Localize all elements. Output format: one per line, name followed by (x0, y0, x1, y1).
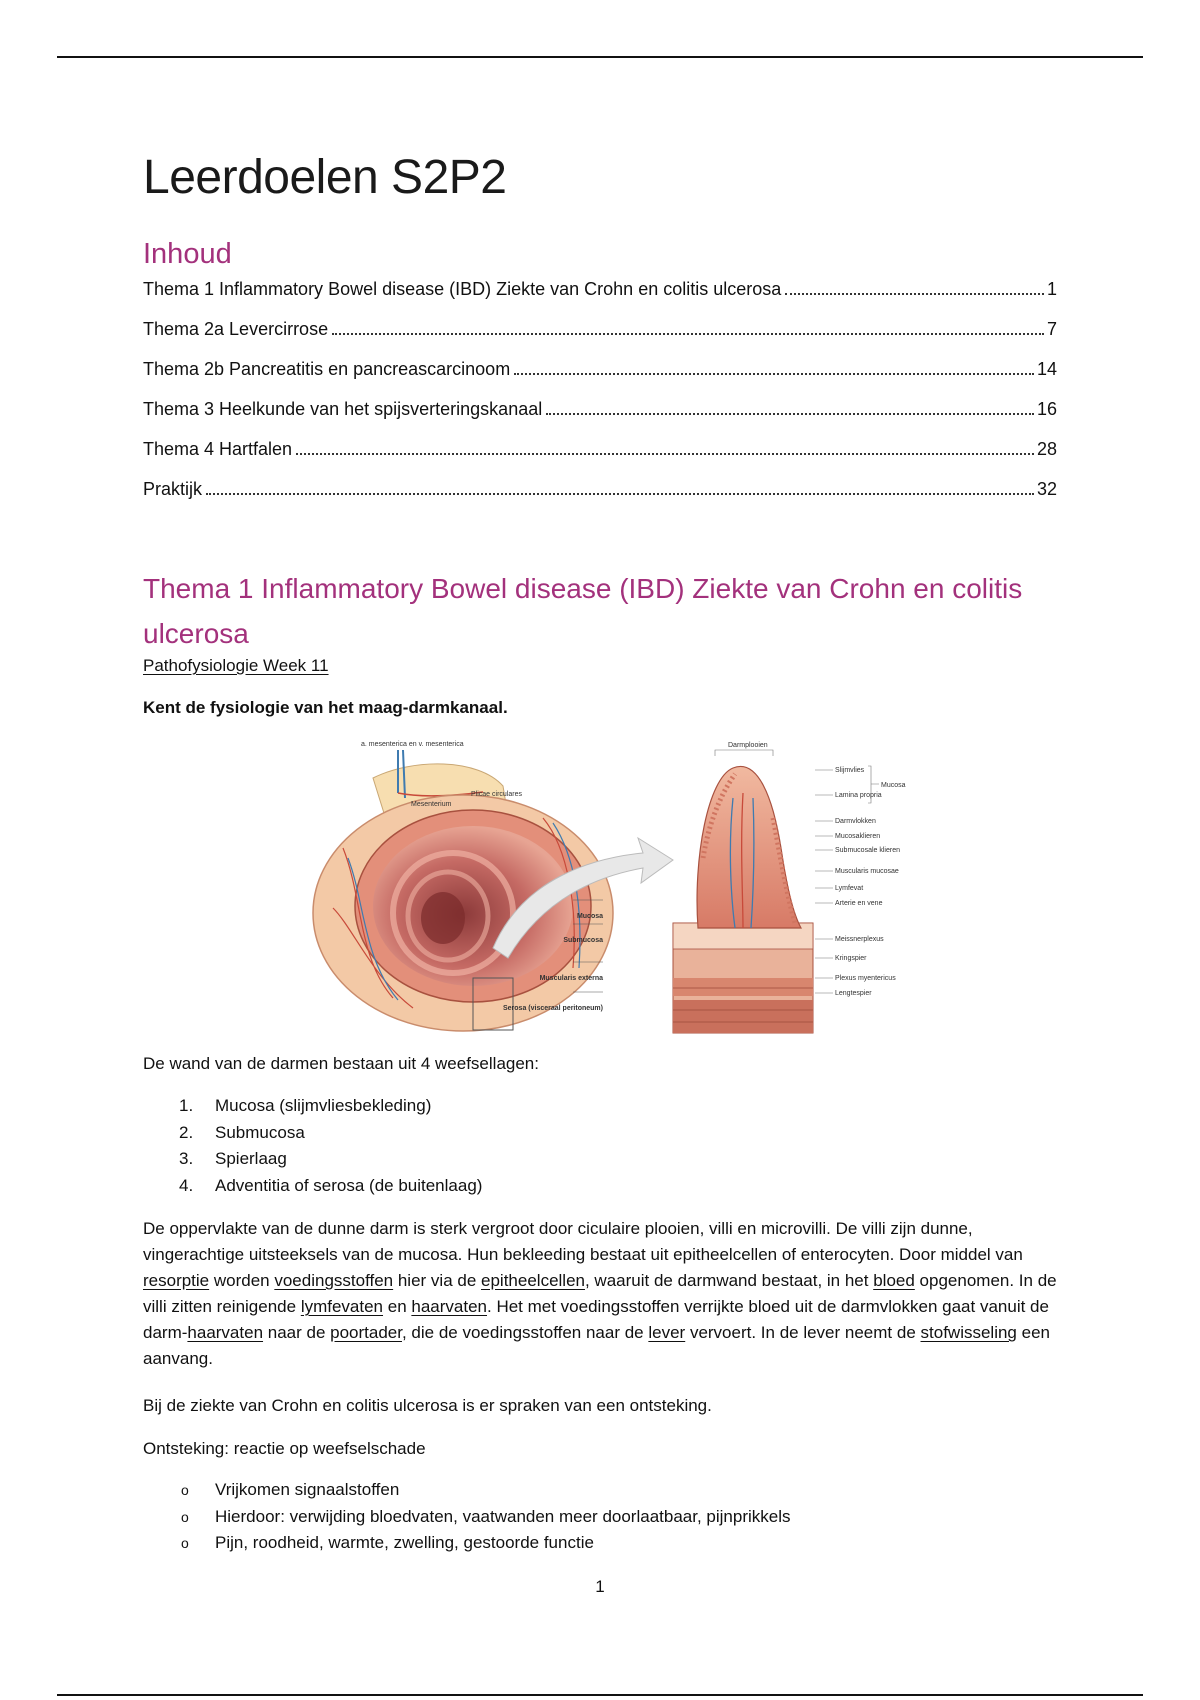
toc-leader (514, 373, 1034, 375)
toc-heading: Inhoud (143, 238, 232, 270)
text-run: een aanvang. (143, 1323, 1050, 1368)
label-darmplooien: Darmplooien (728, 742, 768, 749)
label-right: Kringspier (835, 955, 867, 962)
text-run: en (383, 1297, 412, 1316)
link-bloed[interactable]: bloed (873, 1271, 915, 1290)
inflammation-list (143, 1477, 791, 1557)
sub-heading: Pathofysiologie Week 11 (143, 656, 329, 675)
toc-entry[interactable] (143, 359, 1057, 379)
crohn-text: Bij de ziekte van Crohn en colitis ulcerosa is er spraken van een ontsteking. (143, 1396, 712, 1415)
toc-entry-title: Thema 1 Inflammatory Bowel disease (IBD) Ziekte van Crohn en colitis ulcerosa (143, 279, 782, 299)
top-rule (57, 56, 1143, 58)
list-item (143, 1173, 482, 1200)
toc-entry-title: Thema 3 Heelkunde van het spijsverteringskanaal (143, 399, 543, 419)
text-run: De oppervlakte van de dunne darm is sterk vergroot door ciculaire plooien, villi en microvilli. De villi zijn dunne, vingerachtige uitsteeksels van de mucosa. Hun bekleeding bestaat uit epitheelcellen of enterocyten. Door middel van (143, 1219, 1023, 1264)
label-right: Lengtespier (835, 990, 872, 997)
label-right: Submucosale klieren (835, 847, 900, 854)
label-right: Meissnerplexus (835, 936, 884, 943)
list-item (143, 1146, 482, 1173)
toc-entry[interactable] (143, 399, 1057, 419)
toc-entry-title: Praktijk (143, 479, 203, 499)
list-text: Hierdoor: verwijding bloedvaten, vaatwanden meer doorlaatbaar, pijnprikkels (215, 1506, 791, 1526)
label-submucosa: Submucosa (563, 937, 603, 944)
toc-leader (296, 453, 1034, 455)
page-number: 1 (595, 1577, 605, 1596)
toc-entry-title: Thema 2b Pancreatitis en pancreascarcinoom (143, 359, 511, 379)
link-poortader[interactable]: poortader (330, 1323, 402, 1342)
label-right: Muscularis mucosae (835, 868, 899, 875)
bullet-icon: o (181, 1482, 189, 1498)
toc-entry-page: 32 (1036, 479, 1057, 499)
layer-list (143, 1093, 482, 1199)
toc-entry[interactable] (143, 479, 1057, 499)
intestine-illustration (303, 738, 906, 1040)
list-text: Mucosa (slijmvliesbekleding) (215, 1096, 432, 1115)
toc-entry-page: 1 (1046, 279, 1057, 299)
toc-entry-page: 14 (1036, 359, 1057, 379)
label-right: Mucosaklieren (835, 833, 881, 840)
toc-entry[interactable] (143, 279, 1057, 299)
intro-text: De wand van de darmen bestaan uit 4 weefsellagen: (143, 1054, 539, 1073)
section-heading: Thema 1 Inflammatory Bowel disease (IBD) Ziekte van Crohn en colitis ulcerosa (143, 573, 1023, 649)
intestine-wall-figure (303, 738, 906, 1040)
toc-entry-page: 7 (1046, 319, 1057, 339)
text-run: naar de (263, 1323, 331, 1342)
list-item (143, 1504, 791, 1531)
table-of-contents (143, 279, 1057, 519)
toc-entry-title: Thema 2a Levercirrose (143, 319, 329, 339)
list-text: Adventitia of serosa (de buitenlaag) (215, 1175, 483, 1195)
list-item (143, 1120, 482, 1147)
list-item (143, 1477, 791, 1504)
bullet-icon: o (181, 1535, 189, 1551)
body-paragraph (143, 1216, 1057, 1372)
label-plicae: Plicae circulares (471, 791, 522, 798)
link-epitheelcellen[interactable]: epitheelcellen (481, 1271, 585, 1290)
link-lever[interactable]: lever (648, 1323, 686, 1342)
list-text: Vrijkomen signaalstoffen (215, 1480, 400, 1499)
list-number: 2. (179, 1122, 194, 1142)
text-run: , die de voedingsstoffen naar de (401, 1323, 649, 1342)
text-run: vervoert. In de lever neemt de (685, 1323, 921, 1342)
list-text: Spierlaag (215, 1149, 287, 1168)
label-serosa: Serosa (visceraal peritoneum) (503, 1005, 603, 1012)
toc-leader (206, 493, 1034, 495)
label-right: Slijmvlies (835, 767, 865, 774)
label-mucosa-bracket: Mucosa (881, 782, 906, 789)
label-right: Arterie en vene (835, 900, 883, 907)
link-voedingsstoffen[interactable]: voedingsstoffen (274, 1271, 394, 1290)
inflammation-text: Ontsteking: reactie op weefselschade (143, 1439, 426, 1458)
label-right: Darmvlokken (835, 818, 876, 825)
text-run: worden (209, 1271, 275, 1290)
toc-leader (332, 333, 1044, 335)
list-item (143, 1530, 791, 1557)
text-run: opgenomen. In de villi zitten reinigende (143, 1271, 1057, 1316)
label-mesenterium: Mesenterium (411, 801, 452, 808)
label-vessel: a. mesenterica en v. mesenterica (361, 741, 464, 748)
toc-entry-title: Thema 4 Hartfalen (143, 439, 293, 459)
label-mucosa: Mucosa (576, 913, 603, 920)
list-text: Submucosa (215, 1122, 305, 1142)
bullet-icon: o (181, 1508, 189, 1525)
bottom-rule (57, 1694, 1143, 1696)
toc-entry-page: 16 (1036, 399, 1057, 419)
link-haarvaten[interactable]: haarvaten (411, 1297, 487, 1316)
toc-leader (785, 293, 1044, 295)
toc-entry-page: 28 (1036, 439, 1057, 459)
list-number: 3. (179, 1149, 194, 1168)
text-run: . Het met voedingsstoffen verrijkte bloed uit de darmvlokken gaat vanuit de darm- (143, 1297, 1049, 1342)
label-right: Plexus myentericus (835, 975, 896, 982)
list-number: 1. (179, 1096, 194, 1115)
link-stofwisseling[interactable]: stofwisseling (920, 1323, 1017, 1342)
label-muscularis: Muscularis externa (539, 975, 603, 982)
toc-entry[interactable] (143, 319, 1057, 339)
list-number: 4. (179, 1175, 194, 1195)
link-resorptie[interactable]: resorptie (143, 1271, 210, 1290)
text-run: hier via de (393, 1271, 482, 1290)
learning-goal: Kent de fysiologie van het maag-darmkanaal. (143, 698, 508, 717)
label-right: Lymfevat (835, 885, 864, 892)
toc-leader (546, 413, 1034, 415)
label-right: Lamina propria (835, 792, 882, 799)
list-text: Pijn, roodheid, warmte, zwelling, gestoorde functie (215, 1533, 594, 1552)
link-haarvaten[interactable]: haarvaten (187, 1323, 264, 1342)
text-run: , waaruit de darmwand bestaat, in het (584, 1271, 874, 1290)
document-title: Leerdoelen S2P2 (143, 151, 507, 204)
link-lymfevaten[interactable]: lymfevaten (300, 1297, 384, 1316)
toc-entry[interactable] (143, 439, 1057, 459)
list-item (143, 1093, 482, 1120)
